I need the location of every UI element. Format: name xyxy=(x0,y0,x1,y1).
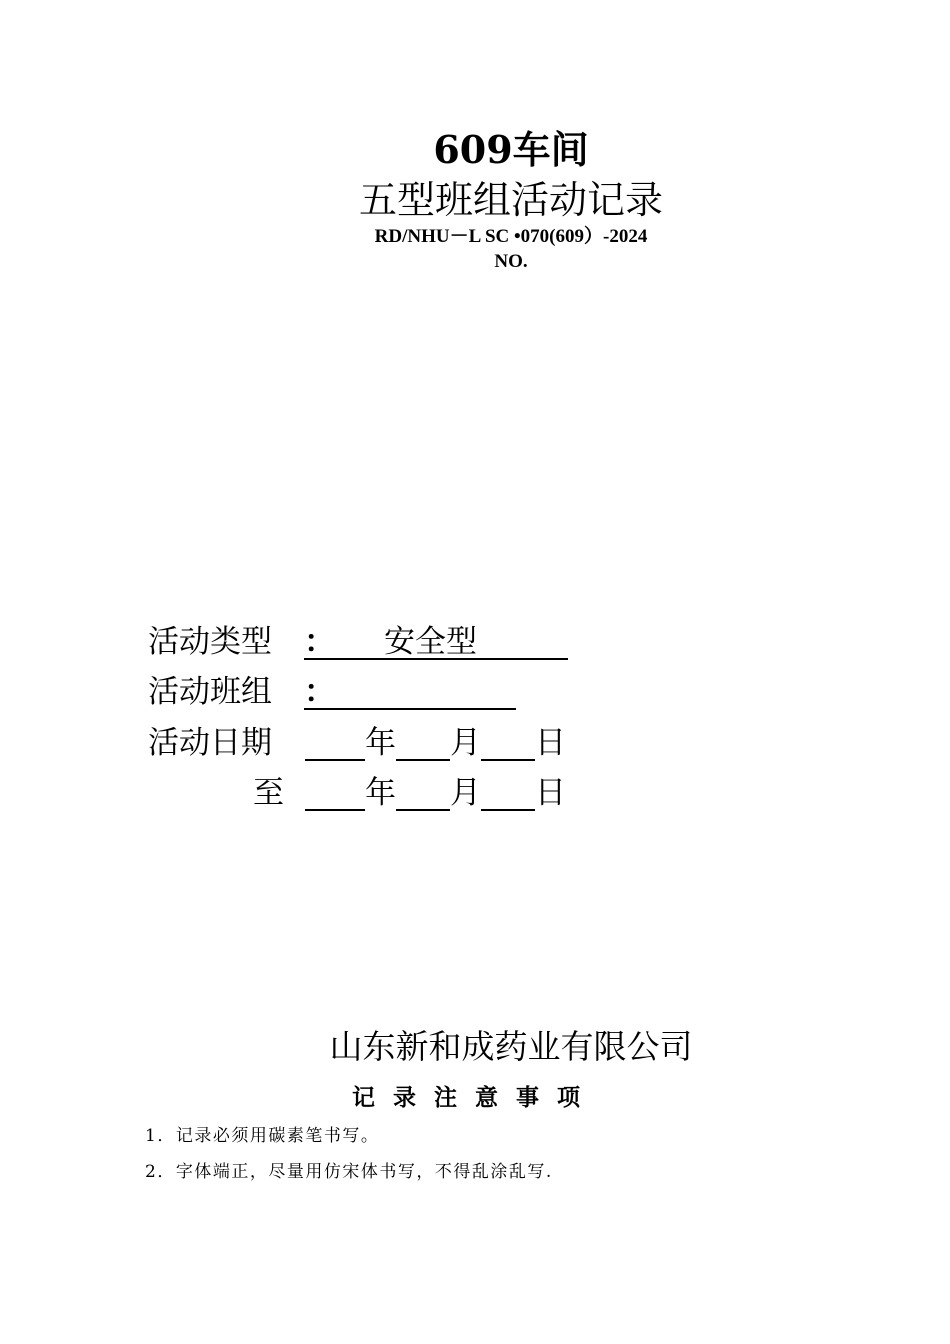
activity-type-value: 安全型 xyxy=(384,624,477,660)
activity-team-colon: ： xyxy=(304,674,335,710)
activity-date-label: 活动日期 xyxy=(148,725,272,761)
activity-type-label: 活动类型 xyxy=(148,624,272,660)
document-number-label: NO. xyxy=(494,251,528,272)
activity-type-colon: ： xyxy=(304,624,335,660)
note-item-1: 1．记录必须用碳素笔书写。 xyxy=(145,1126,380,1146)
start-day-blank xyxy=(481,723,535,761)
start-year-blank xyxy=(305,723,365,761)
document-code: RD/NHU－L SC •070(609）-2024 xyxy=(374,226,648,247)
workshop-title: 609车间 xyxy=(433,127,589,172)
company-name: 山东新和成药业有限公司 xyxy=(329,1027,693,1066)
note-item-2: 2．字体端正，尽量用仿宋体书写，不得乱涂乱写. xyxy=(145,1162,553,1182)
start-month-blank xyxy=(396,723,450,761)
end-month-label: 月 xyxy=(450,775,481,811)
activity-date-end xyxy=(305,773,566,813)
end-day-blank xyxy=(481,773,535,811)
end-year-blank xyxy=(305,773,365,811)
notes-title: 记录注意事项 xyxy=(352,1084,598,1111)
activity-type-underline xyxy=(304,622,568,660)
activity-team-underline xyxy=(304,672,516,710)
end-day-label: 日 xyxy=(535,775,566,811)
activity-type-field xyxy=(304,622,568,662)
activity-team-field xyxy=(304,672,516,712)
start-year-label: 年 xyxy=(365,725,396,761)
start-month-label: 月 xyxy=(450,725,481,761)
to-label: 至 xyxy=(253,775,284,811)
end-year-label: 年 xyxy=(365,775,396,811)
document-title: 五型班组活动记录 xyxy=(358,178,663,222)
start-day-label: 日 xyxy=(535,725,566,761)
activity-team-label: 活动班组 xyxy=(148,674,272,710)
end-month-blank xyxy=(396,773,450,811)
activity-date-start xyxy=(305,723,566,763)
